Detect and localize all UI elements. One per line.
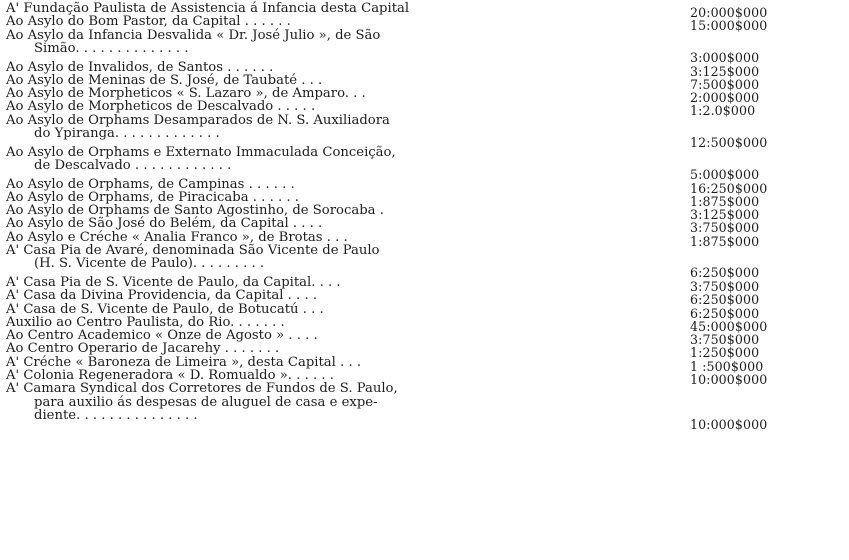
entry-description [6, 114, 496, 141]
entry-amount: 10:000$000 [690, 372, 768, 388]
entry-amount: 20:000$000 [690, 5, 768, 20]
entry-amount: 16:250$000 [690, 180, 768, 196]
entry-description [6, 74, 496, 87]
entry-description [6, 15, 496, 28]
entry-line: Ao Asylo e Créche « Analia Franco », de Brotas . . . [6, 229, 348, 245]
entry-amount: 6:250$000 [690, 292, 760, 308]
entry-line: Ao Asylo de São José do Belém, da Capital . . . . [6, 216, 323, 232]
entry-description [6, 204, 496, 217]
entry-line: (H. S. Vicente de Paulo). . . . . . . . . [34, 256, 265, 272]
entry-description [6, 276, 496, 289]
entry-description [6, 369, 496, 382]
entry-line: Auxilio ao Centro Paulista, do Rio. . . . . . . [6, 314, 285, 330]
entry-amount: 3:750$000 [690, 332, 760, 348]
entry-description [6, 244, 496, 271]
entry-line: A' Casa Pia de Avaré, denominada São Vicente de Paulo [6, 243, 380, 259]
entry-amount: 2:000$000 [690, 90, 760, 106]
entry-amount: 6:250$000 [690, 265, 760, 280]
entry-line: do Ypiranga. . . . . . . . . . . . . [34, 126, 220, 142]
entry-amount: 5:000$000 [690, 166, 760, 182]
entry-description [6, 329, 496, 342]
entry-description [6, 356, 496, 369]
entry-line: A' Casa da Divina Providencia, da Capital . . . . [6, 288, 318, 304]
entry-line: Ao Asylo do Bom Pastor, da Capital . . . . . . [6, 14, 291, 30]
entry-line: Ao Asylo de Orphams Desamparados de N. S. Auxiliadora [6, 112, 390, 128]
entry-line: A' Créche « Baroneza de Limeira », desta Capital . . . [6, 354, 362, 370]
entry-line: Ao Asylo de Orphams, de Piracicaba . . . . . . [6, 189, 299, 205]
entry-amount: 1:2.0$000 [690, 103, 756, 119]
entry-description [6, 231, 496, 244]
entry-line: A' Fundação Paulista de Assistencia á Infancia desta Capital [6, 1, 410, 16]
entry-description [6, 2, 496, 15]
entry-amount: 3:125$000 [690, 207, 760, 223]
entry-line: A' Casa Pia de S. Vicente de Paulo, da Capital. . . . [6, 274, 341, 290]
entry-amount: 3:750$000 [690, 220, 760, 236]
entry-amount: 10:000$000 [690, 416, 768, 432]
entry-description [6, 289, 496, 302]
entry-line: Ao Asylo de Orphams de Santo Agostinho, de Sorocaba . [6, 203, 384, 219]
entry-description [6, 178, 496, 191]
entry-description [6, 303, 496, 316]
entry-line: para auxilio ás despesas de aluguel de casa e expe- [34, 394, 378, 410]
entry-amount: 7:500$000 [690, 76, 760, 92]
entry-line: de Descalvado . . . . . . . . . . . . [34, 157, 232, 173]
entry-description [6, 382, 496, 422]
entry-description [6, 100, 496, 113]
entry-description [6, 191, 496, 204]
entry-line: Ao Asylo de Invalidos, de Santos . . . . . . [6, 59, 274, 75]
entry-amount: 6:250$000 [690, 305, 760, 321]
entry-line: A' Colonia Regeneradora « D. Romualdo ». . . . . . [6, 368, 334, 384]
entry-line: Ao Asylo de Orphams e Externato Immaculada Conceição, [6, 144, 396, 160]
entry-description [6, 61, 496, 74]
entry-line: Ao Asylo de Morpheticos de Descalvado . . . . . [6, 99, 316, 115]
entry-amount: 12:500$000 [690, 134, 768, 150]
entry-line: Ao Asylo de Meninas de S. José, de Taubaté . . . [6, 72, 323, 88]
entry-description [6, 316, 496, 329]
entry-line: Ao Asylo da Infancia Desvalida « Dr. José Julio », de São [6, 27, 381, 43]
entry-amount: 1:875$000 [690, 193, 760, 209]
entry-amount: 15:000$000 [690, 18, 768, 34]
entry-line: Ao Asylo de Orphams, de Campinas . . . . . . [6, 176, 295, 192]
entry-description [6, 217, 496, 230]
entry-amount: 3:000$000 [690, 49, 760, 65]
entry-line: Simão. . . . . . . . . . . . . . [34, 40, 189, 56]
entry-amount: 3:750$000 [690, 278, 760, 294]
entry-amount: 1 :500$000 [690, 358, 764, 374]
entry-amount: 45:000$000 [690, 318, 768, 334]
entry-amount: 3:125$000 [690, 63, 760, 79]
entry-line: diente. . . . . . . . . . . . . . . [34, 407, 198, 423]
entry-amount: 1:875$000 [690, 233, 760, 249]
entry-description [6, 146, 496, 173]
entry-amount: 1:250$000 [690, 345, 760, 361]
entry-description [6, 29, 496, 56]
entry-line: Ao Asylo de Morpheticos « S. Lazaro », de Amparo. . . [6, 86, 366, 102]
entry-line: Ao Centro Academico « Onze de Agosto » . . . . [6, 328, 318, 344]
entry-line: A' Camara Syndical dos Corretores de Fundos de S. Paulo, [6, 381, 398, 397]
entry-line: A' Casa de S. Vicente de Paulo, de Botucatú . . . [6, 301, 324, 317]
entry-description [6, 87, 496, 100]
entry-description [6, 342, 496, 355]
entry-line: Ao Centro Operario de Jacarehy . . . . . . . [6, 341, 280, 357]
